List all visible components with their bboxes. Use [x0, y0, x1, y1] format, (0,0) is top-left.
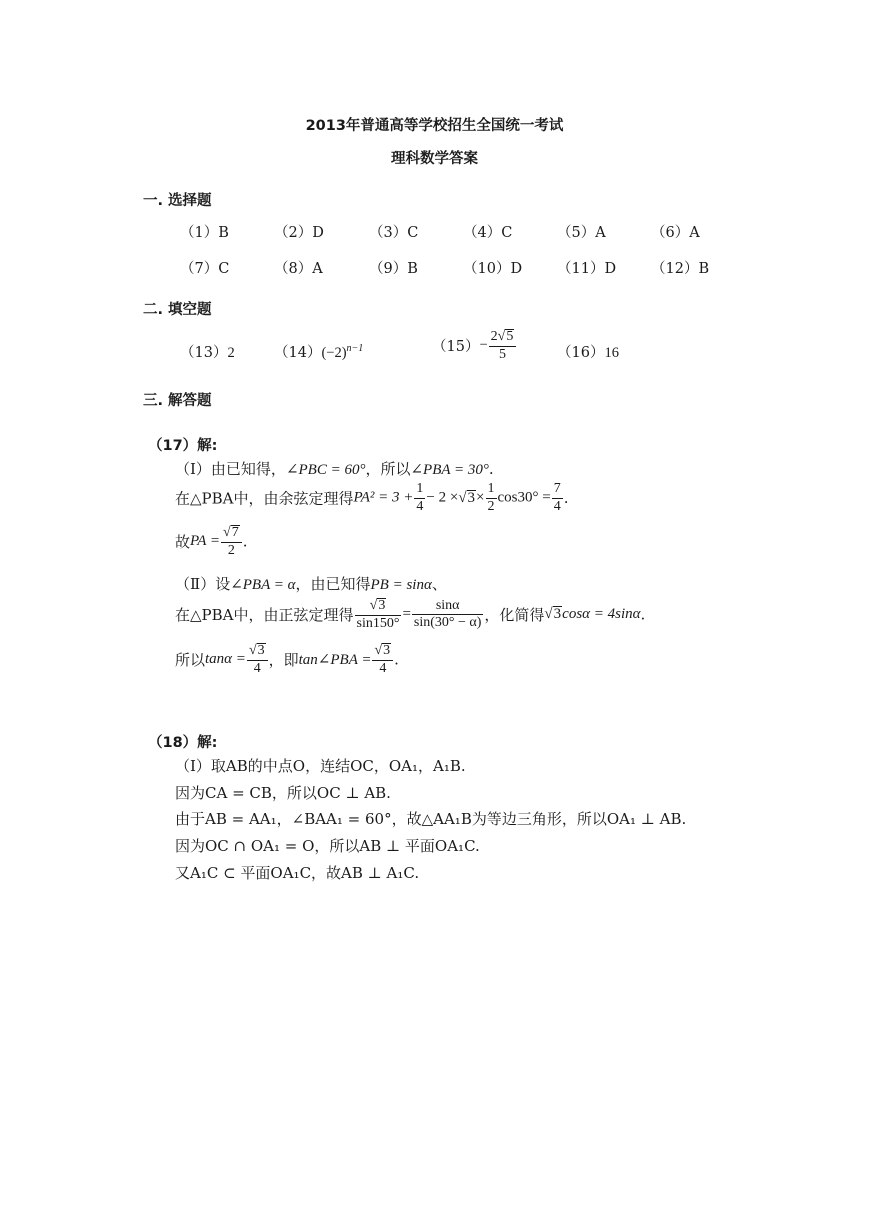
fill-answer-13-label: （13） — [180, 345, 228, 361]
q17-l2-cos: cos30° = — [497, 489, 551, 506]
q17-l4-angle: ∠PBA = α — [230, 577, 296, 593]
choice-answer-11: （11）D — [557, 261, 617, 277]
q17-l2-prefix: 在△PBA中，由余弦定理得 — [175, 489, 354, 508]
q17-l3-prefix: 故 — [175, 533, 191, 552]
fill-answer-15-label: （15） — [432, 339, 480, 356]
section-fill-heading: 二. 填空题 — [143, 302, 212, 318]
q17-line-2: 在△PBA中，由余弦定理得PA² = 3 + $\frac{1}{4}$ − 2 ×√3× $\frac{1}{2}$ cos30° = $\frac{7}{4}$ . — [175, 481, 569, 514]
q17-l4-end: 、 — [431, 575, 447, 593]
q17-l6-tan-pba: tan∠PBA = — [298, 652, 372, 669]
q17-l6-mid: ，即 — [268, 651, 299, 670]
q17-l2-frac-3-num: 7 — [552, 482, 563, 499]
q17-l6-tan: tanα = — [205, 651, 246, 668]
choice-answer-6: （6）A — [651, 225, 700, 241]
q17-l5-end: . — [640, 605, 646, 624]
q17-l5-rest: cosα = 4sinα — [562, 606, 641, 623]
q17-l6-prefix: 所以 — [175, 651, 206, 670]
q17-l3-lhs: PA = — [190, 533, 221, 550]
fill-answer-14-exponent: n−1 — [346, 343, 364, 355]
fill-answer-14-base: (−2) — [321, 345, 347, 361]
q17-l6-frac-1: $\frac{√3}{4}$ — [247, 643, 268, 676]
fill-answer-15-num-coef: 2 — [490, 329, 498, 344]
choice-answer-4: （4）C — [463, 225, 513, 241]
q17-l5-prefix: 在△PBA中，由正弦定理得 — [175, 606, 354, 625]
q17-l6-frac-2-den: 4 — [379, 660, 387, 676]
q17-l2-radicand: 3 — [467, 489, 476, 506]
choice-answer-10: （10）D — [463, 261, 523, 277]
fill-answer-13-value: 2 — [227, 345, 235, 361]
q17-l1-angle-pba: ∠PBA = 30° — [410, 462, 489, 478]
q18-line-5: 又A₁C ⊂ 平面OA₁C，故AB ⊥ A₁C. — [175, 864, 420, 882]
q17-l5-radicand: 3 — [553, 606, 562, 623]
choice-answer-12: （12）B — [651, 261, 710, 277]
q17-line-5: 在△PBA中，由正弦定理得 $\frac{√3}{\sin 150^\circ}$ = $\frac{\sin\alpha}{\sin(30^\circ - \alpha)}$ ，化简得√3cosα = 4sinα. — [175, 597, 646, 631]
q17-l5-frac-1-radicand: 3 — [378, 598, 386, 613]
fill-answer-16-value: 16 — [604, 345, 619, 361]
q17-l5-frac-2 — [412, 599, 484, 631]
q17-l2-frac-3-den: 4 — [553, 498, 561, 514]
choice-answer-5: （5）A — [557, 225, 606, 241]
fill-answer-14 — [274, 341, 363, 362]
fill-answer-15-sign: − — [479, 337, 488, 354]
q17-l6-frac-2-radicand: 3 — [383, 643, 391, 658]
q18-line-4: 因为OC ∩ OA₁ = O，所以AB ⊥ 平面OA₁C. — [175, 837, 480, 855]
q17-l4-mid: ，由已知得 — [295, 575, 371, 593]
page-subtitle: 理科数学答案 — [391, 151, 478, 167]
choice-answer-9: （9）B — [369, 261, 418, 277]
fill-answer-15-num-radicand: 5 — [506, 329, 514, 344]
q17-l4-pb: PB = sinα — [370, 577, 432, 593]
choice-answer-8: （8）A — [274, 261, 323, 277]
fill-answer-13 — [180, 341, 235, 362]
q17-l4-prefix: （Ⅱ）设 — [175, 575, 231, 593]
q18-line-3: 由于AB = AA₁，∠BAA₁ = 60°，故△AA₁B为等边三角形，所以OA₁ ⊥ AB. — [175, 810, 687, 828]
q17-l2-frac-2-den: 2 — [487, 498, 495, 514]
fill-answer-15-den: 5 — [498, 346, 506, 362]
q17-l2-frac-1 — [414, 482, 425, 514]
q17-l5-frac-2-num: sinα — [412, 599, 484, 616]
q17-l1-end: . — [488, 460, 494, 478]
q17-l2-times: × — [476, 489, 485, 506]
q17-l2-lhs: PA² = 3 + — [353, 489, 414, 506]
q18-line-1: （Ⅰ）取AB的中点O，连结OC，OA₁，A₁B. — [175, 757, 466, 775]
section-choice-heading: 一. 选择题 — [143, 193, 212, 209]
q17-l3-end: . — [242, 532, 248, 551]
q17-header: （17）解: — [148, 438, 218, 454]
q17-l3-frac: $\frac{√7}{2}$ — [221, 525, 242, 558]
q18-header: （18）解: — [148, 735, 218, 751]
choice-answer-2: （2）D — [274, 225, 324, 241]
q17-l3-radicand: 7 — [231, 525, 239, 540]
q17-l5-frac-1: $\frac{√3}{\sin 150^\circ}$ — [356, 598, 400, 631]
page-title: 2013年普通高等学校招生全国统一考试 — [305, 118, 564, 134]
section-solve-heading: 三. 解答题 — [143, 393, 212, 409]
q17-l1-prefix: （Ⅰ）由已知得， — [175, 460, 286, 478]
q17-l2-frac-3 — [552, 482, 563, 514]
q17-l5-eq: = — [402, 606, 411, 623]
choice-answer-1: （1）B — [180, 225, 229, 241]
q18-line-2: 因为CA = CB，所以OC ⊥ AB. — [175, 784, 391, 802]
q17-l1-mid: ，所以 — [365, 460, 411, 478]
q17-l6-frac-1-radicand: 3 — [257, 643, 265, 658]
q17-l5-mid: ，化简得 — [484, 606, 545, 625]
q17-l2-frac-2 — [486, 482, 497, 514]
q17-l5-frac-2-den: sin(30° − α) — [413, 615, 482, 631]
q17-l2-mid: − 2 × — [426, 489, 459, 506]
q17-line-3 — [175, 525, 247, 558]
q17-l6-frac-2: $\frac{√3}{4}$ — [372, 643, 393, 676]
q17-l5-frac-1-den: sin150° — [356, 615, 400, 631]
q17-l2-frac-2-num: 1 — [486, 482, 497, 499]
q17-line-4 — [175, 573, 447, 594]
fill-answer-15 — [432, 329, 517, 362]
q17-l1-angle-pbc: ∠PBC = 60° — [285, 462, 366, 478]
q17-l2-frac-1-den: 4 — [416, 498, 424, 514]
q17-l3-den: 2 — [227, 542, 235, 558]
q17-l6-frac-1-den: 4 — [253, 660, 261, 676]
choice-answer-3: （3）C — [369, 225, 419, 241]
choice-answer-7: （7）C — [180, 261, 230, 277]
q17-line-6 — [175, 643, 399, 676]
fill-answer-15-fraction: $\frac{2√5}{5}$ — [489, 329, 517, 362]
fill-answer-16-label: （16） — [557, 345, 605, 361]
fill-answer-16 — [557, 341, 619, 362]
fill-answer-14-label: （14） — [274, 345, 322, 361]
q17-line-1 — [175, 458, 494, 479]
q17-l2-end: . — [563, 489, 569, 508]
q17-l6-end: . — [394, 650, 399, 669]
q17-l2-frac-1-num: 1 — [414, 482, 425, 499]
